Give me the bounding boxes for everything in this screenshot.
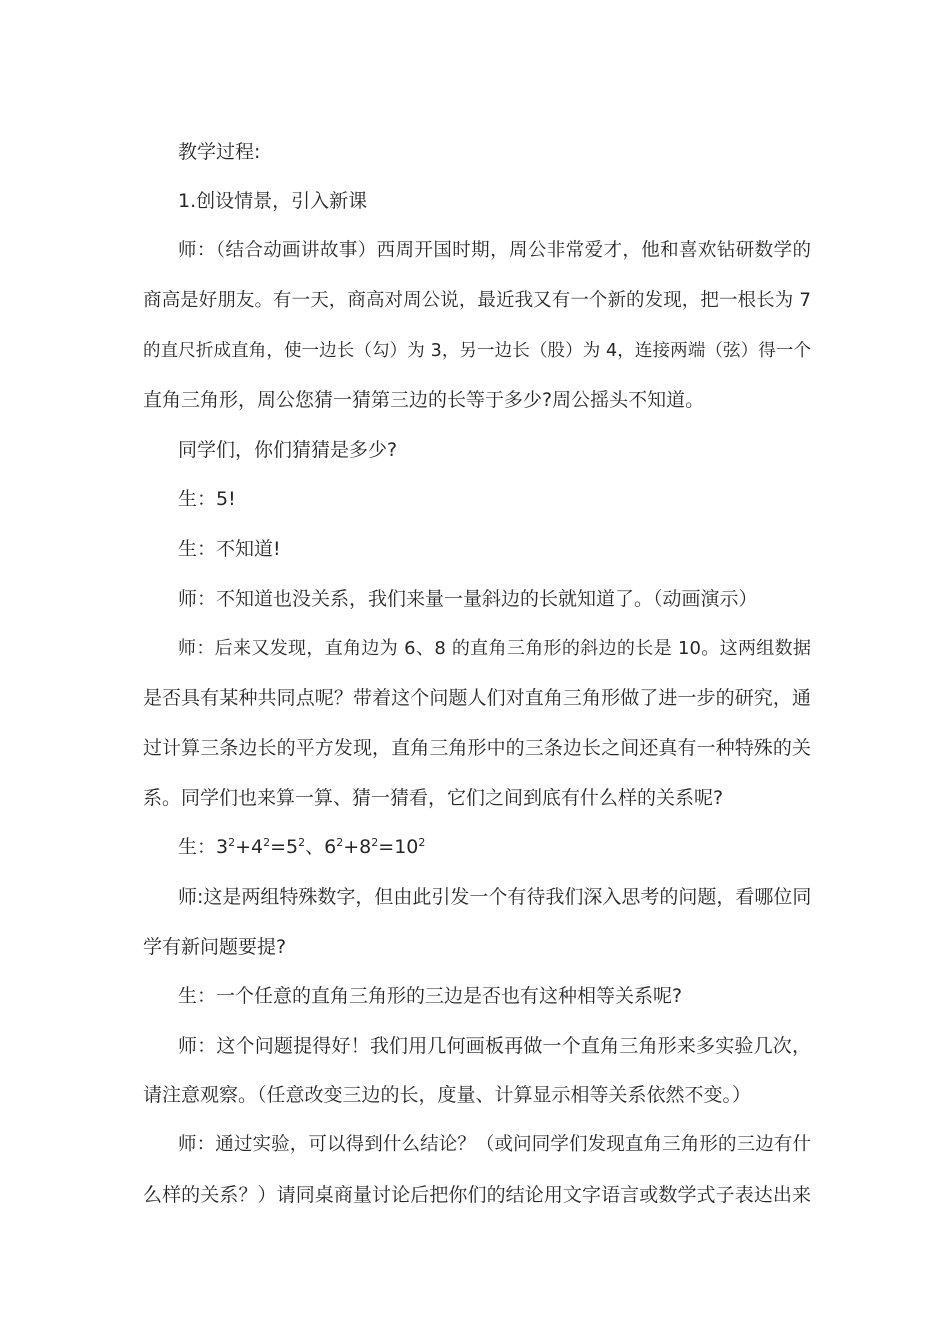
paragraph-line: 师：后来又发现，直角边为 6、8 的直角三角形的斜边的长是 10。这两组数据 — [178, 638, 811, 659]
paragraph-line: 请注意观察。（任意改变三边的长，度量、计算显示相等关系依然不变。） — [143, 1084, 752, 1106]
document-heading: 教学过程: — [178, 141, 261, 163]
student-answer: 生：5! — [178, 488, 236, 510]
paragraph-line: 商高是好朋友。有一天，商高对周公说，最近我又有一个新的发现，把一根长为 7 — [143, 290, 811, 311]
paragraph-line: 过计算三条边长的平方发现，直角三角形中的三条边长之间还真有一种特殊的关 — [143, 737, 811, 759]
formula-exponent: 2 — [263, 836, 271, 849]
paragraph-line: 直角三角形，周公您猜一猜第三边的长等于多少?周公摇头不知道。 — [143, 389, 705, 411]
formula-exponent: 2 — [228, 836, 236, 849]
student-question: 生：一个任意的直角三角形的三边是否也有这种相等关系呢? — [178, 985, 683, 1007]
formula-base: 6 — [324, 836, 337, 858]
formula-exponent: 2 — [336, 836, 344, 849]
paragraph-line: 师：这个问题提得好！我们用几何画板再做一个直角三角形来多实验几次， — [178, 1035, 811, 1057]
formula-base: 8 — [359, 836, 372, 858]
formula-operator: + — [343, 836, 360, 858]
section-title: 1.创设情景，引入新课 — [178, 190, 368, 212]
paragraph-line: 师：通过实验，可以得到什么结论？（或问同学们发现直角三角形的三边有什 — [178, 1134, 811, 1155]
question-line: 同学们，你们猜猜是多少? — [178, 439, 398, 461]
paragraph-line: 系。同学们也来算一算、猜一猜看，它们之间到底有什么样的关系呢? — [143, 787, 724, 809]
formula-exponent: 2 — [298, 836, 306, 849]
paragraph-line: 么样的关系？）请同桌商量讨论后把你们的结论用文字语言或数学式子表达出来 — [143, 1184, 811, 1206]
paragraph-line: 的直尺折成直角，使一边长（勾）为 3，另一边长（股）为 4，连接两端（弦）得一个 — [143, 341, 811, 361]
formula-base: 4 — [251, 836, 264, 858]
formula-exponent: 2 — [418, 836, 426, 849]
formula-operator: = — [270, 836, 287, 858]
formula-operator: = — [378, 836, 395, 858]
formula-base: 3 — [216, 836, 229, 858]
student-answer: 生：不知道! — [178, 538, 281, 560]
formula-prefix: 生： — [178, 836, 217, 858]
formula-base: 10 — [394, 836, 419, 858]
paragraph-line: 学有新问题要提? — [143, 936, 287, 958]
formula-separator: 、 — [305, 836, 325, 858]
formula-operator: + — [235, 836, 252, 858]
formula-base: 5 — [286, 836, 299, 858]
paragraph-line: 是否具有某种共同点呢？带着这个问题人们对直角三角形做了进一步的研究，通 — [143, 687, 811, 709]
paragraph-line: 师:这是两组特殊数字，但由此引发一个有待我们深入思考的问题，看哪位同 — [178, 886, 812, 908]
formula-line — [178, 834, 811, 860]
formula-exponent: 2 — [371, 836, 379, 849]
paragraph-line: 师：（结合动画讲故事）西周开国时期，周公非常爱才，他和喜欢钻研数学的 — [178, 240, 811, 261]
teacher-line: 师：不知道也没关系，我们来量一量斜边的长就知道了。（动画演示） — [178, 588, 758, 610]
